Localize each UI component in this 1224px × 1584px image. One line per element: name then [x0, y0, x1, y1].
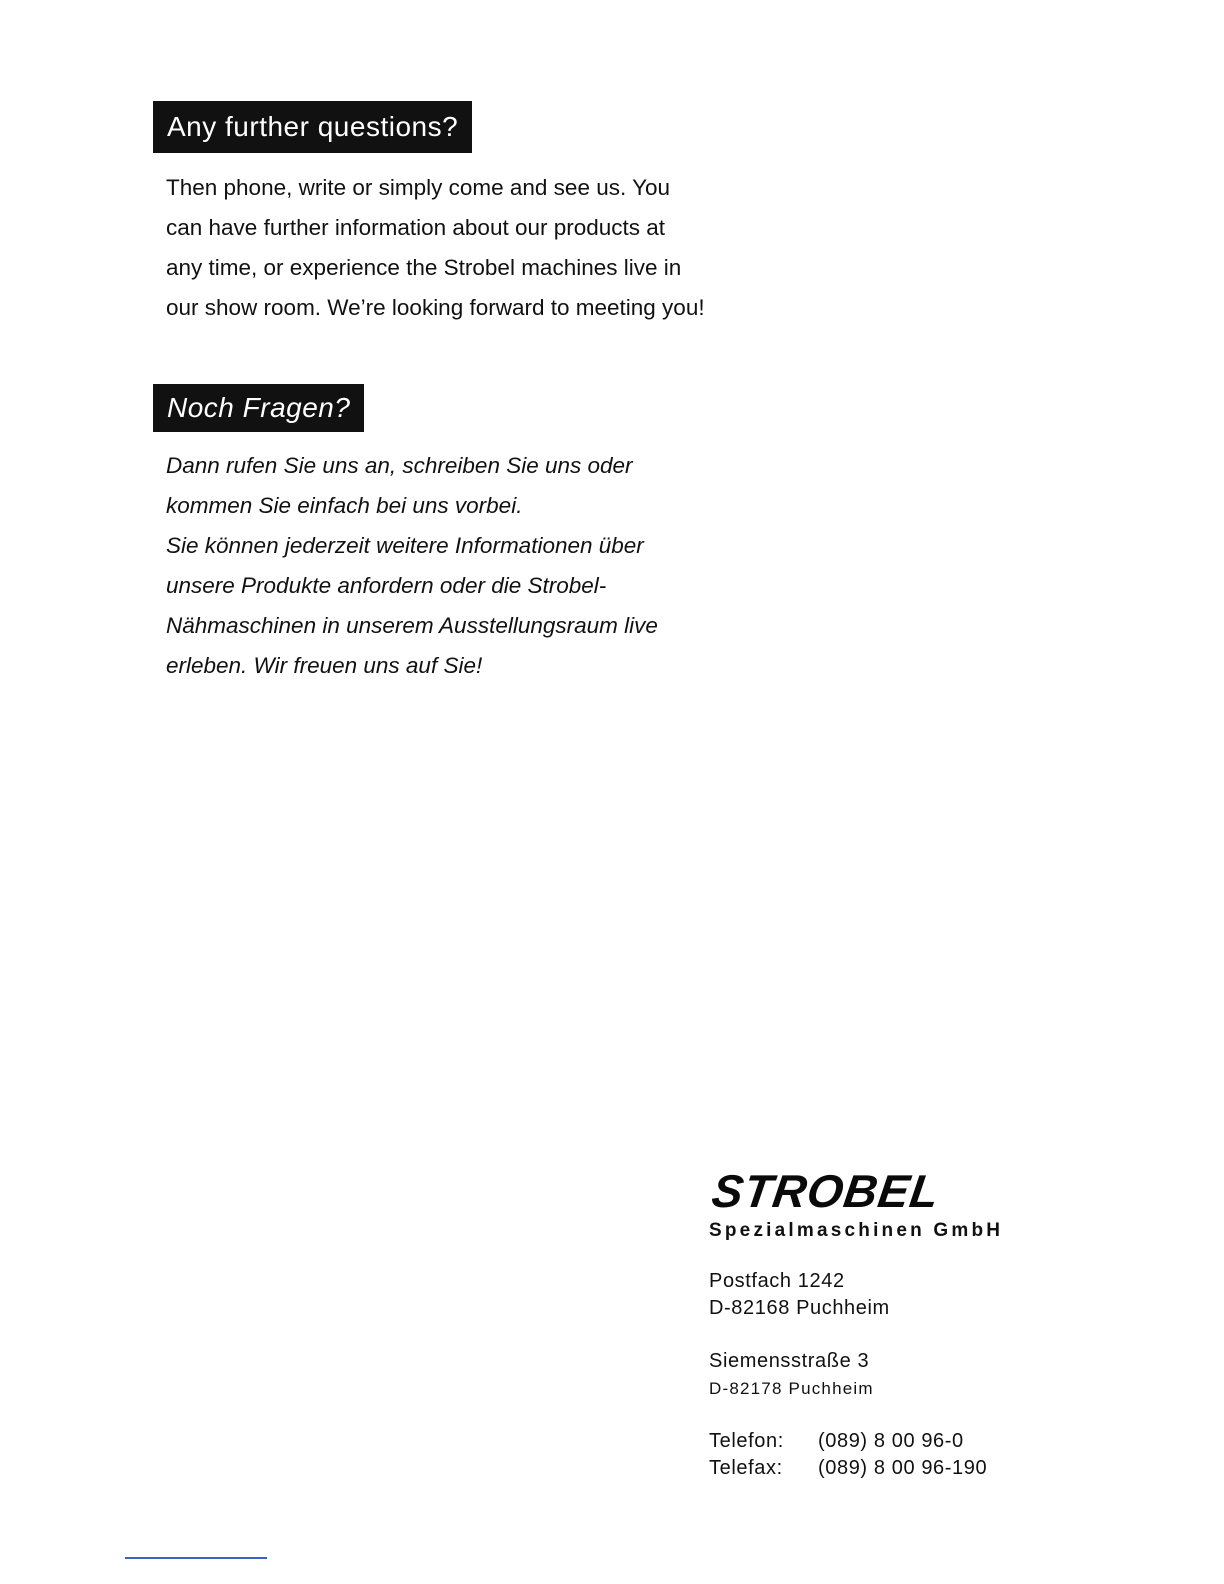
street-city-line: D-82178 Puchheim	[709, 1379, 874, 1398]
paragraph-line: Nähmaschinen in unserem Ausstellungsraum live	[166, 613, 658, 638]
paragraph-line: Dann rufen Sie uns an, schreiben Sie uns oder	[166, 453, 633, 478]
postbox-city-line: D-82168 Puchheim	[709, 1297, 890, 1319]
footer-divider	[125, 1557, 267, 1559]
fax-label: Telefax:	[709, 1457, 783, 1479]
paragraph-line: can have further information about our products at	[166, 215, 666, 240]
phone-number: (089) 8 00 96-0	[818, 1430, 964, 1452]
phone-numbers	[709, 1428, 1069, 1482]
paragraph-line: our show room. We’re looking forward to meeting you!	[166, 295, 705, 320]
paragraph-line: Sie können jederzeit weitere Informationen über	[166, 533, 644, 558]
heading-german: Noch Fragen?	[153, 384, 364, 432]
paragraph-line: Then phone, write or simply come and see us. You	[166, 175, 671, 200]
heading-english: Any further questions?	[153, 101, 472, 153]
street-line: Siemensstraße 3	[709, 1350, 870, 1372]
strobel-logo: STROBEL	[708, 1165, 943, 1217]
phone-label: Telefon:	[709, 1430, 784, 1452]
phone-row	[709, 1428, 1069, 1455]
street-address	[709, 1348, 1069, 1402]
postal-address	[709, 1268, 1069, 1322]
fax-row	[709, 1455, 1069, 1482]
paragraph-line: any time, or experience the Strobel machines live in	[166, 255, 682, 280]
contact-block	[709, 1166, 1069, 1482]
fax-number: (089) 8 00 96-190	[818, 1457, 988, 1479]
paragraph-line: kommen Sie einfach bei uns vorbei.	[166, 493, 523, 518]
paragraph-line: erleben. Wir freuen uns auf Sie!	[166, 653, 483, 678]
paragraph-line: unsere Produkte anfordern oder die Strobel-	[166, 573, 607, 598]
postbox-line: Postfach 1242	[709, 1270, 845, 1292]
paragraph-german	[166, 446, 658, 686]
paragraph-english	[166, 168, 705, 328]
company-name: Spezialmaschinen GmbH	[709, 1220, 1004, 1241]
